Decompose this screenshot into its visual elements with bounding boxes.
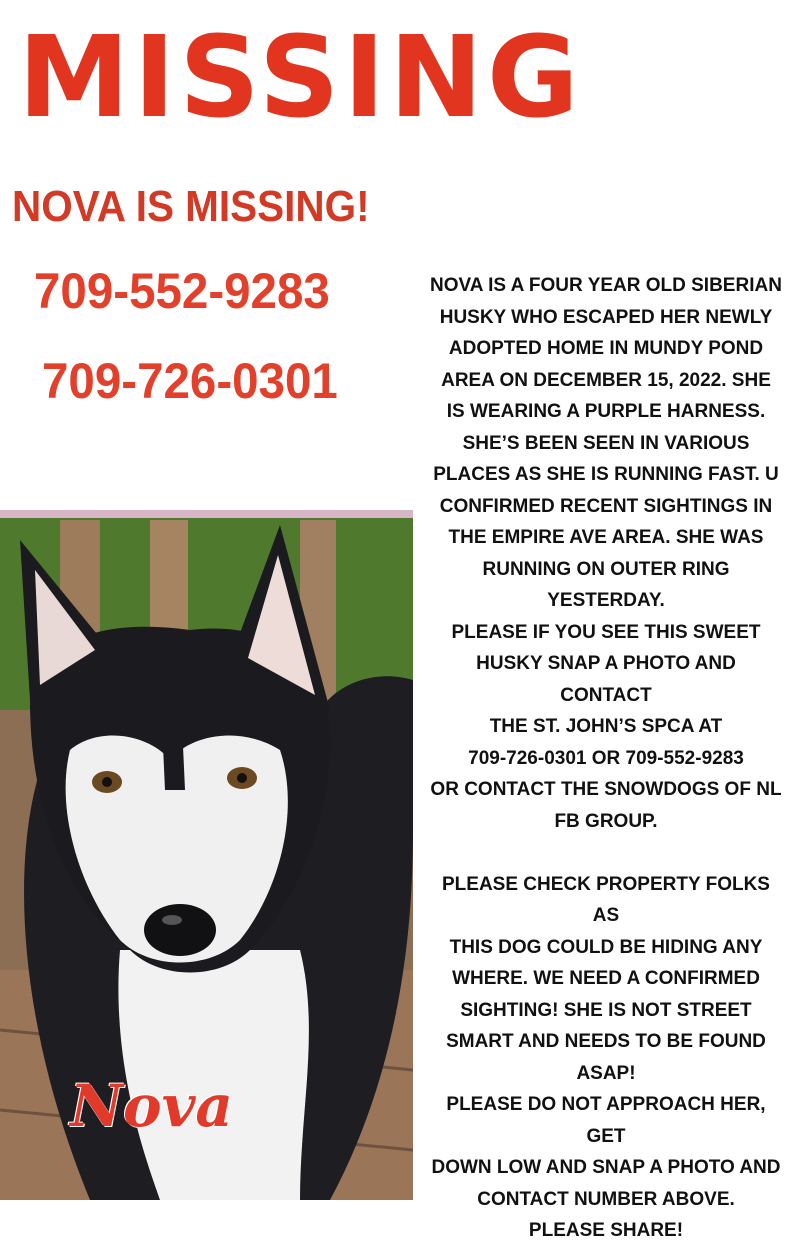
description-line: HUSKY SNAP A PHOTO AND CONTACT — [476, 653, 736, 706]
description-line: DOWN LOW AND SNAP A PHOTO AND — [431, 1157, 781, 1178]
description-line: AREA ON DECEMBER 15, 2022. SHE — [441, 369, 771, 391]
description-line: THIS DOG COULD BE HIDING ANY — [449, 936, 763, 958]
description-line: SIGHTING! SHE IS NOT STREET — [460, 999, 752, 1021]
paragraph-gap — [430, 837, 782, 869]
description-line: 709-726-0301 OR 709-552-9283 — [468, 747, 744, 769]
poster-subhead: NOVA IS MISSING! — [12, 182, 370, 231]
description-line: SMART AND NEEDS TO BE FOUND — [446, 1031, 766, 1052]
description-line: PLACES AS SHE IS RUNNING FAST. U — [433, 464, 779, 485]
description-line: NOVA IS A FOUR YEAR OLD SIBERIAN — [430, 275, 782, 296]
description-line: PLEASE DO NOT APPROACH HER, GET — [446, 1094, 766, 1147]
description-line: PLEASE SHARE! — [528, 1220, 684, 1241]
description-line: THE EMPIRE AVE AREA. SHE WAS — [448, 527, 764, 548]
description-line: WHERE. WE NEED A CONFIRMED — [452, 968, 760, 989]
description-line: ADOPTED HOME IN MUNDY POND — [448, 338, 764, 359]
description-line: CONTACT NUMBER ABOVE. — [477, 1188, 735, 1210]
description-line: YESTERDAY. — [547, 590, 665, 611]
description-line: OR CONTACT THE SNOWDOGS OF NL — [430, 779, 782, 800]
description-line: FB GROUP. — [554, 810, 658, 832]
description-line: PLEASE CHECK PROPERTY FOLKS AS — [442, 873, 770, 926]
description-line: IS WEARING A PURPLE HARNESS. — [446, 401, 766, 422]
phone-number-1: 709-552-9283 — [34, 263, 330, 319]
description-line: CONFIRMED RECENT SIGHTINGS IN — [439, 495, 773, 517]
description-line: PLEASE IF YOU SEE THIS SWEET — [451, 621, 761, 643]
poster-headline: MISSING — [18, 13, 583, 143]
phone-number-2: 709-726-0301 — [42, 353, 338, 409]
description-line: RUNNING ON OUTER RING — [482, 558, 730, 580]
description-line: HUSKY WHO ESCAPED HER NEWLY — [439, 306, 773, 328]
description-line: SHE’S BEEN SEEN IN VARIOUS — [462, 432, 750, 454]
photo-signature: Nova — [70, 1072, 233, 1140]
description-line: ASAP! — [576, 1062, 636, 1084]
description-block — [430, 270, 782, 1247]
description-line: THE ST. JOHN’S SPCA AT — [489, 716, 723, 737]
